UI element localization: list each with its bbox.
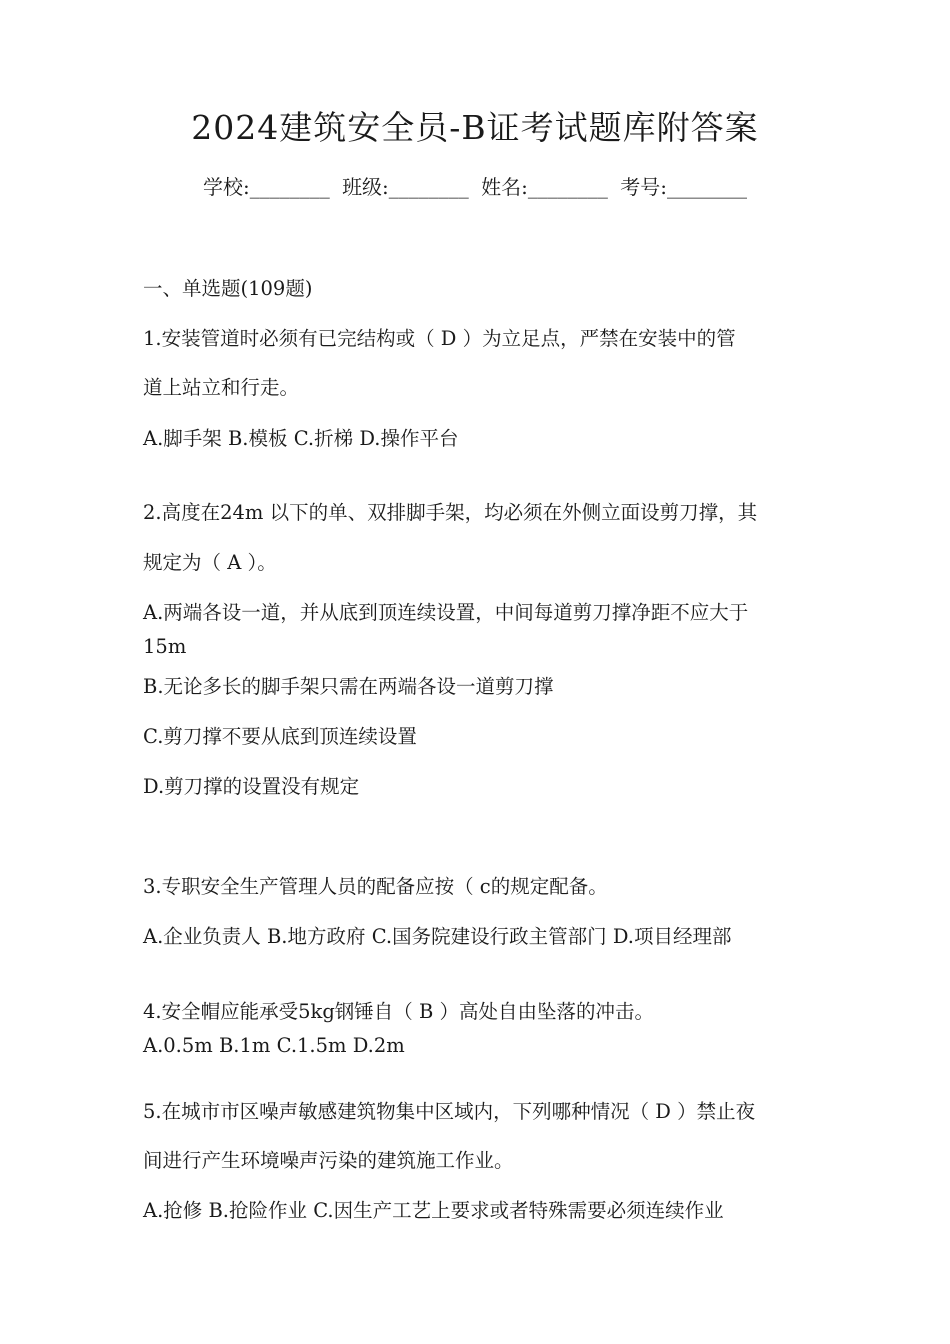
exam-number-field: 考号:________: [620, 175, 748, 199]
question-2-option-b: B.无论多长的脚手架只需在两端各设一道剪刀撑: [143, 675, 554, 698]
document-title: 2024建筑安全员-B证考试题库附答案: [191, 108, 759, 147]
question-4-options: A.0.5m B.1m C.1.5m D.2m: [143, 1034, 405, 1057]
question-1-stem-line-2: 道上站立和行走。: [143, 376, 300, 399]
question-2-option-a-line-2: 15m: [143, 635, 187, 658]
question-1-stem-line-1: 1.安装管道时必须有已完结构或（ D ）为立足点，严禁在安装中的管: [143, 327, 736, 350]
question-2-option-c: C.剪刀撑不要从底到顶连续设置: [143, 725, 417, 748]
question-5-stem-line-1: 5.在城市市区噪声敏感建筑物集中区域内，下列哪种情况（ D ）禁止夜: [143, 1100, 756, 1123]
school-field: 学校:________: [202, 175, 330, 199]
question-2-stem-line-1: 2.高度在24m 以下的单、双排脚手架，均必须在外侧立面设剪刀撑，其: [143, 501, 758, 524]
question-5-options: A.抢修 B.抢险作业 C.因生产工艺上要求或者特殊需要必须连续作业: [143, 1199, 724, 1222]
question-2-option-d: D.剪刀撑的设置没有规定: [143, 775, 360, 798]
question-2-stem-line-2: 规定为（ A ）。: [143, 551, 277, 574]
question-5-stem-line-2: 间进行产生环境噪声污染的建筑施工作业。: [143, 1149, 514, 1172]
student-info-line: [0, 171, 950, 200]
question-4-stem: 4.安全帽应能承受5kg钢锤自（ B ）高处自由坠落的冲击。: [143, 1000, 655, 1023]
section-title: 一、单选题(109题): [143, 277, 313, 300]
class-field: 班级:________: [342, 175, 469, 199]
question-3-options: A.企业负责人 B.地方政府 C.国务院建设行政主管部门 D.项目经理部: [143, 925, 732, 948]
question-2-option-a-line-1: A.两端各设一道，并从底到顶连续设置，中间每道剪刀撑净距不应大于: [143, 601, 749, 624]
name-field: 姓名:________: [481, 175, 608, 199]
question-3-stem: 3.专职安全生产管理人员的配备应按（ c的规定配备。: [143, 875, 608, 898]
question-1-options: A.脚手架 B.模板 C.折梯 D.操作平台: [143, 427, 459, 450]
